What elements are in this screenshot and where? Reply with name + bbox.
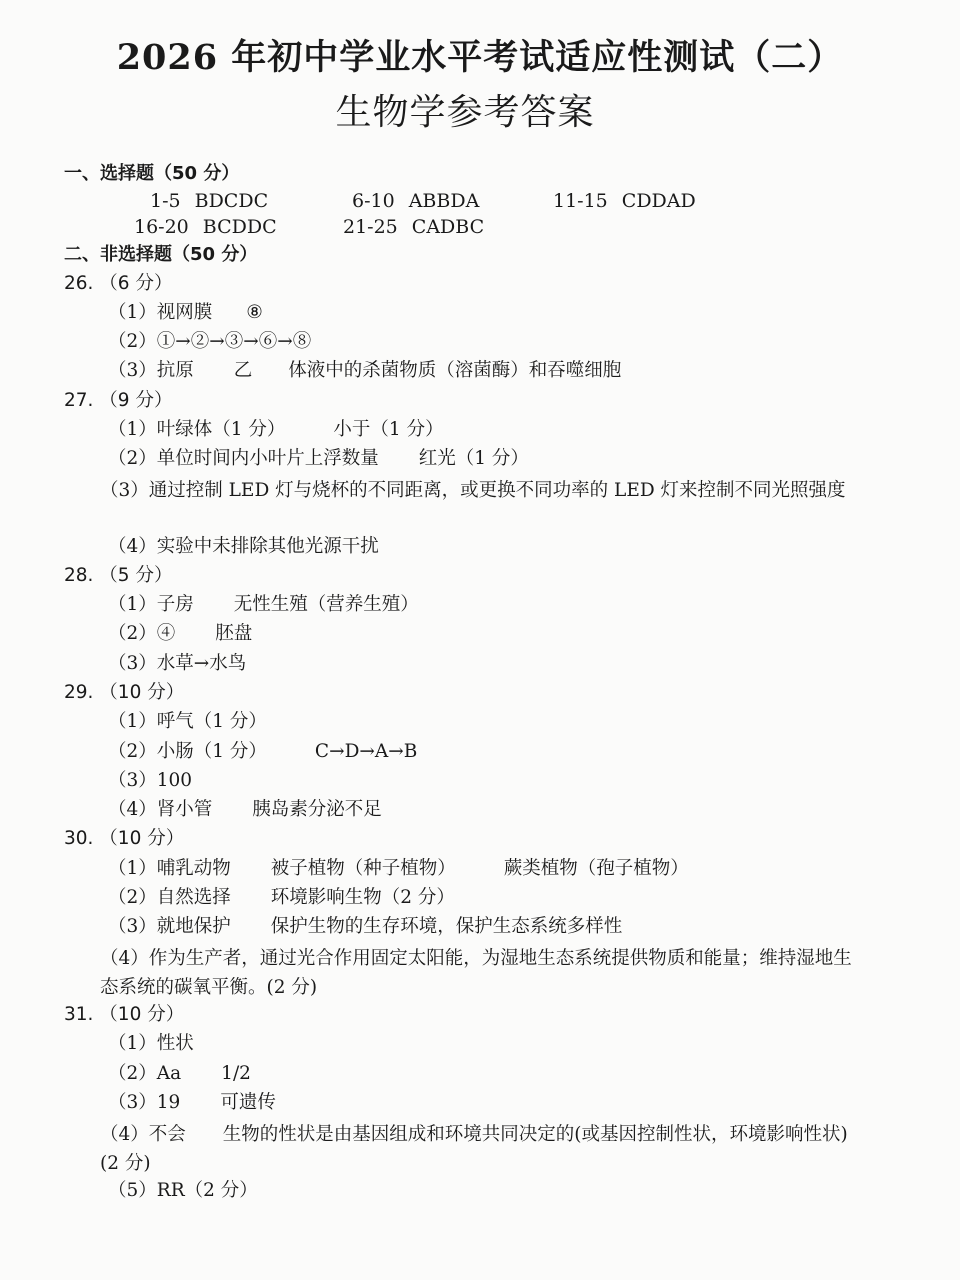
mc-answers: CDDAD bbox=[621, 190, 696, 212]
answer-text: （2）Aa bbox=[108, 1063, 182, 1084]
question-30-heading: 30. （10 分） bbox=[64, 828, 185, 849]
answer-text: （3）19 bbox=[108, 1092, 181, 1113]
mc-range: 6-10 bbox=[352, 190, 395, 212]
mc-range: 21-25 bbox=[343, 216, 398, 238]
answer-line: （1）性状 bbox=[108, 1033, 194, 1054]
answer-line: （2）①→②→③→⑥→⑧ bbox=[108, 331, 312, 352]
answer-text: 可遗传 bbox=[220, 1092, 276, 1113]
mc-range: 1-5 bbox=[150, 190, 181, 212]
answer-line bbox=[108, 418, 444, 442]
answer-text: （3）抗原 bbox=[108, 360, 194, 381]
document-subtitle: 生物学参考答案 bbox=[335, 92, 595, 133]
answer-line bbox=[108, 915, 622, 939]
mc-group bbox=[134, 215, 277, 239]
answer-text: （2）单位时间内小叶片上浮数量 bbox=[108, 448, 379, 469]
mc-group bbox=[150, 189, 268, 213]
answer-line bbox=[108, 740, 417, 764]
answer-text: （1）叶绿体（1 分） bbox=[108, 419, 286, 440]
answer-text: （1）视网膜 bbox=[108, 302, 213, 323]
answer-text: 蕨类植物（孢子植物） bbox=[503, 858, 689, 879]
answer-line bbox=[108, 447, 529, 471]
mc-answers: BCDDC bbox=[202, 216, 277, 238]
answer-text: 1/2 bbox=[221, 1063, 251, 1084]
question-29-heading: 29. （10 分） bbox=[64, 682, 185, 703]
answer-text: ⑧ bbox=[246, 302, 263, 323]
answer-paragraph: （4）作为生产者，通过光合作用固定太阳能，为湿地生态系统提供物质和能量；维持湿地生态系统的碳氧平衡。(2 分) bbox=[100, 948, 852, 998]
answer-text: 小于（1 分） bbox=[333, 419, 444, 440]
answer-line bbox=[108, 798, 382, 822]
mc-answers: CADBC bbox=[411, 216, 485, 238]
answer-text: 体液中的杀菌物质（溶菌酶）和吞噬细胞 bbox=[288, 360, 622, 381]
answer-line: （4）实验中未排除其他光源干扰 bbox=[108, 536, 379, 557]
section-heading-nonchoice: 二、非选择题（50 分） bbox=[64, 244, 258, 265]
question-27-heading: 27. （9 分） bbox=[64, 390, 173, 411]
answer-text: C→D→A→B bbox=[314, 741, 418, 762]
answer-text: （2）④ bbox=[108, 623, 176, 644]
answer-line: （3）水草→水鸟 bbox=[108, 653, 247, 674]
mc-group bbox=[343, 215, 484, 239]
answer-line: （3）100 bbox=[108, 770, 193, 791]
answer-line bbox=[108, 593, 419, 617]
document-title: 2026 年初中学业水平考试适应性测试（二） bbox=[116, 37, 844, 78]
answer-line bbox=[108, 1062, 251, 1086]
answer-line bbox=[108, 301, 263, 325]
answer-line bbox=[108, 622, 252, 646]
mc-answers: ABBDA bbox=[408, 190, 480, 212]
answer-line: （5）RR（2 分） bbox=[108, 1180, 258, 1201]
answer-text: 乙 bbox=[233, 360, 253, 381]
answer-text: 保护生物的生存环境，保护生态系统多样性 bbox=[270, 916, 623, 937]
question-31-heading: 31. （10 分） bbox=[64, 1004, 185, 1025]
mc-answers: BDCDC bbox=[194, 190, 269, 212]
mc-range: 11-15 bbox=[553, 190, 608, 212]
answer-text: （4）肾小管 bbox=[108, 799, 213, 820]
mc-range: 16-20 bbox=[134, 216, 189, 238]
answer-paragraph: （3）通过控制 LED 灯与烧杯的不同距离，或更换不同功率的 LED 灯来控制不同光照强度 bbox=[100, 480, 846, 501]
answer-text: 胰岛素分泌不足 bbox=[252, 799, 382, 820]
answer-text: 被子植物（种子植物） bbox=[270, 858, 456, 879]
mc-group bbox=[553, 189, 696, 213]
answer-text: （1）子房 bbox=[108, 594, 194, 615]
answer-text: （2）自然选择 bbox=[108, 887, 231, 908]
answer-text: 胚盘 bbox=[215, 623, 253, 644]
question-26-heading: 26. （6 分） bbox=[64, 273, 173, 294]
answer-text: 环境影响生物（2 分） bbox=[270, 887, 455, 908]
answer-line bbox=[108, 359, 621, 383]
answer-line: （1）呼气（1 分） bbox=[108, 711, 267, 732]
section-heading-choice: 一、选择题（50 分） bbox=[64, 163, 240, 184]
answer-paragraph: （4）不会 生物的性状是由基因组成和环境共同决定的(或基因控制性状，环境影响性状) (2 分) bbox=[100, 1124, 848, 1174]
question-28-heading: 28. （5 分） bbox=[64, 565, 173, 586]
mc-group bbox=[352, 189, 479, 213]
answer-line bbox=[108, 886, 455, 910]
answer-text: （1）哺乳动物 bbox=[108, 858, 231, 879]
answer-text: （2）小肠（1 分） bbox=[108, 741, 267, 762]
answer-line bbox=[108, 857, 689, 881]
answer-text: 无性生殖（营养生殖） bbox=[233, 594, 419, 615]
answer-text: （3）就地保护 bbox=[108, 916, 231, 937]
answer-line bbox=[108, 1091, 276, 1115]
answer-text: 红光（1 分） bbox=[418, 448, 529, 469]
